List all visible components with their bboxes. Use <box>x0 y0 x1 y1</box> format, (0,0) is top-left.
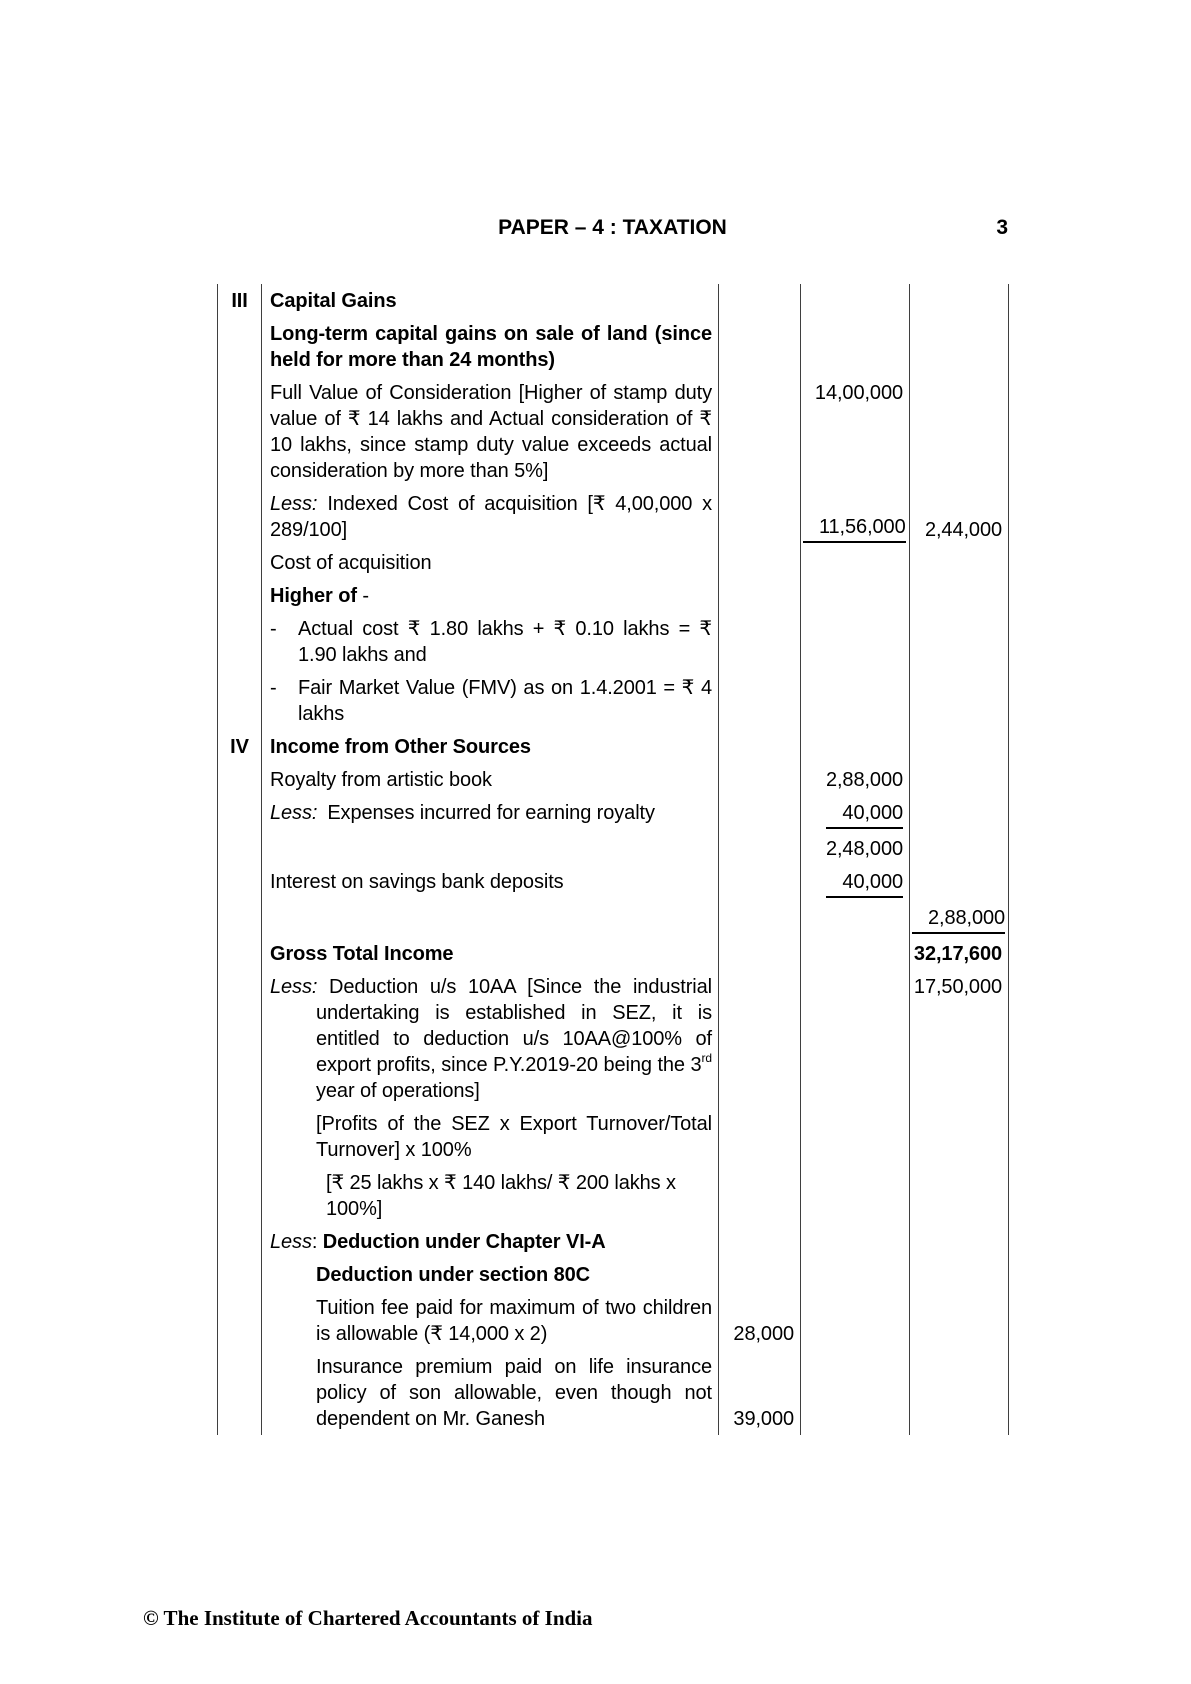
amount-3-cell <box>910 487 1009 546</box>
text-run: Indexed Cost of acquisition [₹ 4,00,000 x 289/100] <box>270 493 712 541</box>
amount-3-cell <box>910 796 1009 832</box>
amount-3-cell <box>910 671 1009 730</box>
item-number-cell <box>218 376 262 487</box>
item-number-cell <box>218 796 262 832</box>
item-number-cell <box>218 579 262 612</box>
amount-3-cell <box>910 937 1009 970</box>
text-run: Capital Gains <box>270 290 397 312</box>
amount-2-cell <box>801 796 910 832</box>
table-row <box>218 1291 1009 1350</box>
particulars-cell <box>262 612 719 671</box>
particulars-text <box>270 380 712 484</box>
text-run: Tuition fee paid for maximum of two children is allowable (₹ 14,000 x 2) <box>316 1297 712 1345</box>
item-number-cell: III <box>231 290 248 312</box>
table-row <box>218 865 1009 901</box>
amount-2-cell <box>801 579 910 612</box>
item-number-cell <box>218 546 262 579</box>
amount-value: 40,000 <box>826 869 903 898</box>
amount-value: 40,000 <box>826 800 903 829</box>
particulars-cell <box>262 284 719 317</box>
particulars-text <box>270 321 712 373</box>
amount-1-cell <box>719 1350 801 1435</box>
footer-copyright: © The Institute of Chartered Accountants of India <box>143 1606 593 1630</box>
particulars-text <box>270 550 712 576</box>
amount-2-cell <box>801 284 910 317</box>
amount-2-cell <box>801 937 910 970</box>
text-run: year of operations] <box>316 1080 480 1102</box>
text-run: rd <box>701 1051 712 1065</box>
computation-table-body <box>218 284 1009 1435</box>
amount-1-cell <box>719 1291 801 1350</box>
item-number-cell <box>218 1166 262 1225</box>
list-bullet: - <box>270 677 277 699</box>
amount-2-cell <box>801 865 910 901</box>
amount-2-cell <box>801 730 910 763</box>
item-number-cell <box>218 317 262 376</box>
item-number-cell <box>218 763 262 796</box>
particulars-cell <box>262 901 719 937</box>
amount-2-cell <box>801 763 910 796</box>
text-run: Deduction under section 80C <box>316 1264 591 1286</box>
particulars-text <box>270 491 712 543</box>
amount-1-cell <box>719 730 801 763</box>
page-title: PAPER – 4 : TAXATION <box>498 216 727 239</box>
table-row <box>218 970 1009 1107</box>
table-row <box>218 1258 1009 1291</box>
page-header <box>217 215 1008 245</box>
particulars-text <box>270 800 712 826</box>
particulars-text <box>270 1295 712 1347</box>
amount-1-cell <box>719 1258 801 1291</box>
amount-value: 28,000 <box>733 1323 794 1345</box>
table-row <box>218 376 1009 487</box>
item-number-cell <box>218 612 262 671</box>
text-run: Fair Market Value (FMV) as on 1.4.2001 = ₹ 4 lakhs <box>298 677 712 725</box>
item-number-cell <box>218 1258 262 1291</box>
amount-3-cell <box>910 612 1009 671</box>
particulars-cell <box>262 796 719 832</box>
amount-2-cell <box>801 376 910 487</box>
item-number-cell <box>218 970 262 1107</box>
particulars-text <box>270 1111 712 1163</box>
amount-value: 11,56,000 <box>803 514 906 543</box>
amount-1-cell <box>719 487 801 546</box>
particulars-text <box>270 941 712 967</box>
amount-1-cell <box>719 937 801 970</box>
amount-value: 2,48,000 <box>825 838 903 860</box>
amount-3-cell <box>910 579 1009 612</box>
item-number-cell <box>218 1291 262 1350</box>
particulars-text <box>270 767 712 793</box>
amount-3-cell <box>910 1107 1009 1166</box>
particulars-cell <box>262 1350 719 1435</box>
text-run: Less: <box>270 493 318 515</box>
amount-value: 17,50,000 <box>913 976 1002 998</box>
table-row <box>218 901 1009 937</box>
table-row <box>218 1107 1009 1166</box>
amount-1-cell <box>719 1166 801 1225</box>
amount-3-cell <box>910 763 1009 796</box>
table-row <box>218 612 1009 671</box>
text-run: [Profits of the SEZ x Export Turnover/Total Turnover] x 100% <box>316 1113 712 1161</box>
particulars-text <box>270 1262 712 1288</box>
text-run: Cost of acquisition <box>270 552 432 574</box>
amount-2-cell <box>801 970 910 1107</box>
amount-3-cell <box>910 901 1009 937</box>
list-bullet: - <box>270 618 277 640</box>
amount-1-cell <box>719 1107 801 1166</box>
particulars-cell <box>262 376 719 487</box>
amount-3-cell <box>910 865 1009 901</box>
text-run: Deduction under Chapter VI-A <box>322 1231 606 1253</box>
particulars-cell <box>262 579 719 612</box>
amount-3-cell <box>910 1225 1009 1258</box>
particulars-cell <box>262 1291 719 1350</box>
particulars-cell <box>262 671 719 730</box>
amount-1-cell <box>719 832 801 865</box>
amount-1-cell <box>719 1225 801 1258</box>
particulars-cell <box>262 832 719 865</box>
particulars-cell <box>262 865 719 901</box>
amount-2-cell <box>801 1107 910 1166</box>
amount-1-cell <box>719 796 801 832</box>
text-run: Interest on savings bank deposits <box>270 871 564 893</box>
amount-2-cell <box>801 546 910 579</box>
table-row <box>218 579 1009 612</box>
amount-2-cell <box>801 832 910 865</box>
amount-2-cell <box>801 1166 910 1225</box>
amount-1-cell <box>719 579 801 612</box>
text-run: Deduction u/s 10AA [Since the industrial undertaking is established in SEZ, it is entitled to deduction u/s 10AA@100% of export profits, since P.Y.2019-20 being the 3 <box>316 976 712 1076</box>
table-row <box>218 1225 1009 1258</box>
table-row <box>218 1166 1009 1225</box>
text-run: Insurance premium paid on life insurance policy of son allowable, even though not dependent on Mr. Ganesh <box>316 1356 712 1430</box>
amount-3-cell <box>910 730 1009 763</box>
text-run: [₹ 25 lakhs x ₹ 140 lakhs/ ₹ 200 lakhs x 100%] <box>326 1172 676 1220</box>
text-run: Less: <box>270 976 318 998</box>
text-run: Royalty from artistic book <box>270 769 492 791</box>
table-row <box>218 1350 1009 1435</box>
amount-1-cell <box>719 763 801 796</box>
amount-3-cell <box>910 1258 1009 1291</box>
computation-table <box>217 284 1009 1435</box>
amount-value: 2,88,000 <box>912 905 1005 934</box>
particulars-cell <box>262 1258 719 1291</box>
amount-3-cell <box>910 376 1009 487</box>
table-row <box>218 317 1009 376</box>
amount-2-cell <box>801 317 910 376</box>
text-run: Less: <box>270 802 318 824</box>
item-number-cell <box>218 865 262 901</box>
amount-2-cell <box>801 671 910 730</box>
item-number-cell <box>218 1107 262 1166</box>
amount-1-cell <box>719 284 801 317</box>
particulars-text <box>270 288 712 314</box>
amount-3-cell <box>910 546 1009 579</box>
table-row <box>218 937 1009 970</box>
particulars-cell <box>262 1166 719 1225</box>
amount-1-cell <box>719 671 801 730</box>
table-row <box>218 284 1009 317</box>
particulars-text <box>270 616 712 668</box>
particulars-cell <box>262 937 719 970</box>
amount-value: 39,000 <box>733 1408 794 1430</box>
item-number-cell: IV <box>230 736 249 758</box>
text-run: Higher of <box>270 585 357 607</box>
amount-3-cell <box>910 284 1009 317</box>
text-run: : <box>311 1231 323 1253</box>
text-run: Expenses incurred for earning royalty <box>327 802 655 824</box>
particulars-cell <box>262 546 719 579</box>
amount-2-cell <box>801 901 910 937</box>
table-row <box>218 546 1009 579</box>
amount-1-cell <box>719 970 801 1107</box>
amount-3-cell <box>910 1350 1009 1435</box>
item-number-cell <box>218 487 262 546</box>
amount-2-cell <box>801 487 910 546</box>
particulars-text <box>270 1170 712 1222</box>
amount-1-cell <box>719 901 801 937</box>
text-run: Full Value of Consideration [Higher of stamp duty value of ₹ 14 lakhs and Actual consideration of ₹ 10 lakhs, since stamp duty value exceeds actual consideration by more than 5%] <box>270 382 712 482</box>
text-run: - <box>356 585 369 607</box>
particulars-text <box>270 1229 712 1255</box>
amount-3-cell <box>910 832 1009 865</box>
amount-value: 2,88,000 <box>825 769 903 791</box>
item-number-cell <box>218 937 262 970</box>
amount-value: 32,17,600 <box>913 943 1002 965</box>
particulars-cell <box>262 730 719 763</box>
text-run: Actual cost ₹ 1.80 lakhs + ₹ 0.10 lakhs = ₹ 1.90 lakhs and <box>298 618 712 666</box>
amount-value: 2,44,000 <box>924 519 1002 541</box>
amount-2-cell <box>801 1258 910 1291</box>
amount-1-cell <box>719 376 801 487</box>
particulars-text <box>270 974 712 1104</box>
amount-value: 14,00,000 <box>814 382 903 404</box>
amount-1-cell <box>719 865 801 901</box>
particulars-cell <box>262 1225 719 1258</box>
table-row <box>218 671 1009 730</box>
text-run: Gross Total Income <box>270 943 454 965</box>
item-number-cell <box>218 832 262 865</box>
table-row <box>218 796 1009 832</box>
item-number-cell <box>218 1350 262 1435</box>
item-number-cell <box>218 671 262 730</box>
amount-2-cell <box>801 1350 910 1435</box>
table-row <box>218 487 1009 546</box>
particulars-cell <box>262 317 719 376</box>
amount-1-cell <box>719 317 801 376</box>
particulars-cell <box>262 970 719 1107</box>
text-run: Long-term capital gains on sale of land (since held for more than 24 months) <box>270 323 712 371</box>
amount-2-cell <box>801 1225 910 1258</box>
particulars-text <box>270 734 712 760</box>
text-run: Income from Other Sources <box>270 736 531 758</box>
particulars-text <box>270 1354 712 1432</box>
amount-1-cell <box>719 546 801 579</box>
amount-3-cell <box>910 317 1009 376</box>
page-number: 3 <box>996 216 1008 239</box>
particulars-cell <box>262 763 719 796</box>
item-number-cell <box>218 1225 262 1258</box>
item-number-cell <box>218 901 262 937</box>
particulars-text <box>270 583 712 609</box>
amount-3-cell <box>910 1166 1009 1225</box>
table-row <box>218 730 1009 763</box>
particulars-text <box>270 675 712 727</box>
text-run: Less <box>270 1231 312 1253</box>
table-row <box>218 763 1009 796</box>
table-row <box>218 832 1009 865</box>
amount-3-cell <box>910 1291 1009 1350</box>
amount-3-cell <box>910 970 1009 1107</box>
particulars-cell <box>262 487 719 546</box>
amount-1-cell <box>719 612 801 671</box>
amount-2-cell <box>801 612 910 671</box>
particulars-text <box>270 869 712 895</box>
particulars-cell <box>262 1107 719 1166</box>
amount-2-cell <box>801 1291 910 1350</box>
